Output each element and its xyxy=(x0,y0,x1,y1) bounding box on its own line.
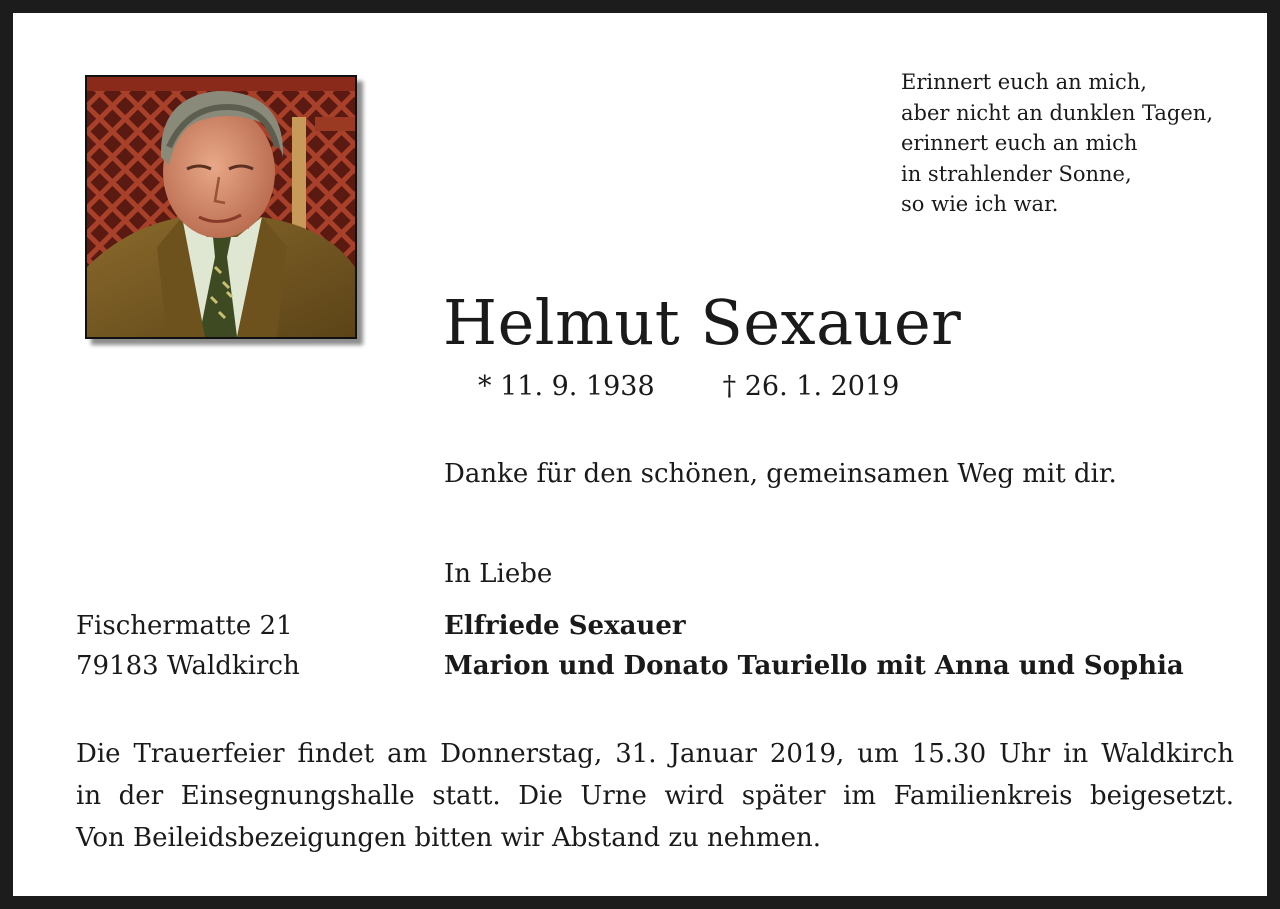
address-street: Fischermatte 21 xyxy=(76,611,293,641)
memorial-poem xyxy=(901,67,1213,220)
portrait-photo xyxy=(85,75,357,339)
life-dates xyxy=(478,369,899,405)
ceremony-line: Die Trauerfeier findet am Donnerstag, 31. Januar 2019, um 15.30 Uhr in Waldkirch xyxy=(76,739,1234,769)
ceremony-line: Von Beileidsbezeigungen bitten wir Abstand zu nehmen. xyxy=(76,823,821,853)
mourner-name: Elfriede Sexauer xyxy=(444,611,686,641)
mourners-list xyxy=(444,606,1184,686)
address-city: 79183 Waldkirch xyxy=(76,651,300,681)
poem-line: Erinnert euch an mich, xyxy=(901,70,1147,94)
poem-line: erinnert euch an mich xyxy=(901,131,1138,155)
family-address xyxy=(76,606,300,686)
thanks-message: Danke für den schönen, gemeinsamen Weg mit dir. xyxy=(444,459,1117,489)
poem-line: so wie ich war. xyxy=(901,192,1059,216)
ceremony-info xyxy=(76,733,1234,859)
poem-line: in strahlender Sonne, xyxy=(901,161,1132,186)
obituary-card xyxy=(13,13,1267,896)
mourner-name: Marion und Donato Tauriello mit Anna und Sophia xyxy=(444,651,1184,681)
poem-line: aber nicht an dunklen Tagen, xyxy=(901,100,1213,125)
signoff: In Liebe xyxy=(444,559,553,589)
ceremony-line: in der Einsegnungshalle statt. Die Urne wird später im Familienkreis beigesetzt. xyxy=(76,781,1234,811)
birth-date: * 11. 9. 1938 xyxy=(478,371,655,402)
deceased-name: Helmut Sexauer xyxy=(443,286,962,359)
death-date: † 26. 1. 2019 xyxy=(722,371,900,402)
